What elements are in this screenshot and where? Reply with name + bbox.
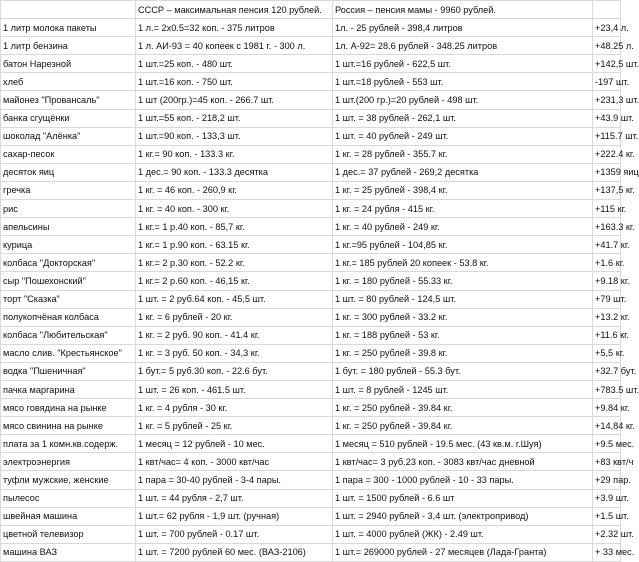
difference-cell[interactable]: +783.5 шт. <box>593 380 621 398</box>
russia-price-cell[interactable]: 1 шт. = 80 рублей - 124,5 шт. <box>333 290 593 308</box>
header-item-cell[interactable] <box>1 1 136 19</box>
difference-cell[interactable]: +1359 яиц <box>593 163 621 181</box>
item-cell[interactable]: водка "Пшеничная" <box>1 362 136 380</box>
table-row <box>1 435 621 453</box>
table-row <box>1 290 621 308</box>
table-row <box>1 417 621 435</box>
table-row <box>1 200 621 218</box>
table-row <box>1 362 621 380</box>
table-row <box>1 308 621 326</box>
item-cell[interactable]: масло слив. "Крестьянское" <box>1 344 136 362</box>
difference-cell[interactable]: -197 шт. <box>593 73 621 91</box>
ussr-price-cell[interactable]: 1 месяц = 12 рублей - 10 мес. <box>136 435 333 453</box>
item-cell[interactable]: пачка маргарина <box>1 380 136 398</box>
russia-price-cell[interactable]: 1 кг. = 250 рублей - 39.8 кг. <box>333 344 593 362</box>
difference-cell[interactable]: +142,5 шт. <box>593 55 621 73</box>
russia-price-cell[interactable]: 1 кг.= 185 рублей 20 копеек - 53.8 кг. <box>333 254 593 272</box>
ussr-price-cell[interactable]: 1 кг.= 2 р.30 коп. - 52.2 кг. <box>136 254 333 272</box>
difference-cell[interactable]: +14,84 кг. <box>593 417 621 435</box>
difference-cell[interactable]: +5,5 кг. <box>593 344 621 362</box>
ussr-price-cell[interactable]: 1 шт. = 44 рубля - 2,7 шт. <box>136 489 333 507</box>
header-row <box>1 1 621 19</box>
ussr-price-cell[interactable]: 1 шт. = 7200 рублей 60 мес. (ВАЗ-2106) <box>136 543 333 561</box>
russia-price-cell[interactable]: 1 шт. = 2940 рублей - 3,4 шт. (электропривод) <box>333 507 593 525</box>
ussr-price-cell[interactable]: 1 дес.= 90 коп. - 133.3 десятка <box>136 163 333 181</box>
difference-cell[interactable]: +115 кг. <box>593 200 621 218</box>
difference-cell[interactable]: +32.7 бут. <box>593 362 621 380</box>
ussr-price-cell[interactable]: 1 кг. = 4 рубля - 30 кг. <box>136 399 333 417</box>
table-row <box>1 73 621 91</box>
item-cell[interactable]: банка сгущёнки <box>1 109 136 127</box>
ussr-price-cell[interactable]: 1 кг.= 1 р.40 коп. - 85,7 кг. <box>136 218 333 236</box>
russia-price-cell[interactable]: 1 кг. = 250 рублей - 39.84 кг. <box>333 417 593 435</box>
item-cell[interactable]: батон Нарезной <box>1 55 136 73</box>
table-row <box>1 37 621 55</box>
item-cell[interactable]: электроэнергия <box>1 453 136 471</box>
table-row <box>1 109 621 127</box>
russia-price-cell[interactable]: 1 кг.=95 рублей - 104,85 кг. <box>333 236 593 254</box>
table-row <box>1 489 621 507</box>
difference-cell[interactable]: +23,4 л. <box>593 19 621 37</box>
item-cell[interactable]: хлеб <box>1 73 136 91</box>
table-row <box>1 453 621 471</box>
russia-price-cell[interactable]: 1 кг. = 300 рублей - 33.2 кг. <box>333 308 593 326</box>
russia-price-cell[interactable]: 1 кг. = 40 рублей - 249 кг. <box>333 218 593 236</box>
difference-cell[interactable]: +83 квт/ч <box>593 453 621 471</box>
table-body <box>1 1 639 562</box>
ussr-price-cell[interactable]: 1 кг. = 2 руб. 90 коп. - 41.4 кг. <box>136 326 333 344</box>
item-cell[interactable]: 1 литр молока пакеты <box>1 19 136 37</box>
header-russia-cell[interactable]: Россия – пенсия мамы - 9960 рублей. <box>333 1 593 19</box>
difference-cell[interactable]: +79 шт. <box>593 290 621 308</box>
table-row <box>1 218 621 236</box>
table-row <box>1 507 621 525</box>
russia-price-cell[interactable]: 1 кг. = 25 рублей - 398,4 кг. <box>333 181 593 199</box>
russia-price-cell[interactable]: 1 шт. = 4000 рублей (ЖК) - 2.49 шт. <box>333 525 593 543</box>
table-row <box>1 19 621 37</box>
table-row <box>1 127 621 145</box>
difference-cell[interactable]: +9.18 кг. <box>593 272 621 290</box>
ussr-price-cell[interactable]: 1 л. АИ-93 = 40 копеек с 1981 г. - 300 л. <box>136 37 333 55</box>
russia-price-cell[interactable]: 1л. - 25 рублей - 398,4 литров <box>333 19 593 37</box>
ussr-price-cell[interactable]: 1 пара = 30-40 рублей - 3-4 пары. <box>136 471 333 489</box>
table-row <box>1 236 621 254</box>
ussr-price-cell[interactable]: 1 шт.= 62 рубля - 1,9 шт. (ручная) <box>136 507 333 525</box>
item-cell[interactable]: полукопчёная колбаса <box>1 308 136 326</box>
difference-cell[interactable]: +231,3 шт. <box>593 91 621 109</box>
russia-price-cell[interactable]: 1 шт.=16 рублей - 622,5 шт. <box>333 55 593 73</box>
header-ussr-cell[interactable]: СССР – максимальная пенсия 120 рублей. <box>136 1 333 19</box>
item-cell[interactable]: швейная машина <box>1 507 136 525</box>
table-row <box>1 254 621 272</box>
russia-price-cell[interactable]: 1 шт. = 8 рублей - 1245 шт. <box>333 380 593 398</box>
russia-price-cell[interactable]: 1 кг. = 28 рублей - 355.7 кг. <box>333 145 593 163</box>
item-cell[interactable]: апельсины <box>1 218 136 236</box>
russia-price-cell[interactable]: 1 шт.=18 рублей - 553 шт. <box>333 73 593 91</box>
item-cell[interactable]: сыр "Пошехонский" <box>1 272 136 290</box>
table-row <box>1 380 621 398</box>
item-cell[interactable]: торт "Сказка" <box>1 290 136 308</box>
difference-cell[interactable]: +43.9 шт. <box>593 109 621 127</box>
difference-cell[interactable]: +3.9 шт. <box>593 489 621 507</box>
ussr-price-cell[interactable]: 1 кг. = 40 коп. - 300 кг. <box>136 200 333 218</box>
russia-price-cell[interactable]: 1 кг. = 188 рублей - 53 кг. <box>333 326 593 344</box>
item-cell[interactable]: мясо говядина на рынке <box>1 399 136 417</box>
ussr-price-cell[interactable]: 1 шт.=16 коп. - 750 шт. <box>136 73 333 91</box>
table-row <box>1 344 621 362</box>
item-cell[interactable]: колбаса "Докторская" <box>1 254 136 272</box>
russia-price-cell[interactable]: 1 шт. = 40 рублей - 249 шт. <box>333 127 593 145</box>
item-cell[interactable]: курица <box>1 236 136 254</box>
difference-cell[interactable]: +222.4 кг. <box>593 145 621 163</box>
table-row <box>1 471 621 489</box>
ussr-price-cell[interactable]: 1 кг.= 2 р.60 коп. - 46,15 кг. <box>136 272 333 290</box>
table-row <box>1 525 621 543</box>
difference-cell[interactable]: +41.7 кг. <box>593 236 621 254</box>
ussr-price-cell[interactable]: 1 л.= 2х0.5=32 коп. - 375 литров <box>136 19 333 37</box>
ussr-price-cell[interactable]: 1 шт (200гр.)=45 коп. - 266.7 шт. <box>136 91 333 109</box>
russia-price-cell[interactable]: 1 шт.= 269000 рублей - 27 месяцев (Лада-Гранта) <box>333 543 593 561</box>
ussr-price-cell[interactable]: 1 кг. = 3 руб. 50 коп. - 34,3 кг. <box>136 344 333 362</box>
ussr-price-cell[interactable]: 1 шт. = 26 коп. - 461.5 шт. <box>136 380 333 398</box>
ussr-price-cell[interactable]: 1 квт/час= 4 коп. - 3000 квт/час <box>136 453 333 471</box>
difference-cell[interactable]: +163.3 кг. <box>593 218 621 236</box>
difference-cell[interactable]: +48.25 л. <box>593 37 621 55</box>
ussr-price-cell[interactable]: 1 кг.= 90 коп. - 133.3 кг. <box>136 145 333 163</box>
item-cell[interactable]: плата за 1 комн.кв.содерж. <box>1 435 136 453</box>
difference-cell[interactable]: +9.5 мес. <box>593 435 621 453</box>
russia-price-cell[interactable]: 1 кг. = 180 рублей - 55.33 кг. <box>333 272 593 290</box>
ussr-price-cell[interactable]: 1 шт. = 700 рублей - 0.17 шт. <box>136 525 333 543</box>
table-row <box>1 399 621 417</box>
ussr-price-cell[interactable]: 1 кг. = 46 коп. - 260,9 кг. <box>136 181 333 199</box>
russia-price-cell[interactable]: 1 дес.= 37 рублей - 269,2 десятка <box>333 163 593 181</box>
item-cell[interactable]: машина ВАЗ <box>1 543 136 561</box>
difference-cell[interactable]: +137,5 кг. <box>593 181 621 199</box>
item-cell[interactable]: шоколад "Алёнка" <box>1 127 136 145</box>
russia-price-cell[interactable]: 1 шт.(200 гр.)=20 рублей - 498 шт. <box>333 91 593 109</box>
item-cell[interactable]: туфли мужские, женские <box>1 471 136 489</box>
ussr-price-cell[interactable]: 1 шт. = 2 руб.64 коп. - 45,5 шт. <box>136 290 333 308</box>
table-row <box>1 163 621 181</box>
russia-price-cell[interactable]: 1 кг. = 250 рублей - 39.84 кг. <box>333 399 593 417</box>
ussr-price-cell[interactable]: 1 шт.=55 коп. - 218,2 шт. <box>136 109 333 127</box>
ussr-price-cell[interactable]: 1 кг. = 6 рублей - 20 кг. <box>136 308 333 326</box>
russia-price-cell[interactable]: 1 бут. = 180 рублей - 55.3 бут. <box>333 362 593 380</box>
difference-cell[interactable]: +1.6 кг. <box>593 254 621 272</box>
difference-cell[interactable]: + 33 мес. <box>593 543 621 561</box>
russia-price-cell[interactable]: 1 квт/час= 3 руб.23 коп. - 3083 квт/час дневной <box>333 453 593 471</box>
difference-cell[interactable]: +115.7 шт. <box>593 127 621 145</box>
difference-cell[interactable]: +29 пар. <box>593 471 621 489</box>
item-cell[interactable]: десяток яиц <box>1 163 136 181</box>
russia-price-cell[interactable]: 1 кг. = 24 рубля - 415 кг. <box>333 200 593 218</box>
russia-price-cell[interactable]: 1 шт. = 38 рублей - 262,1 шт. <box>333 109 593 127</box>
russia-price-cell[interactable]: 1 шт. = 1500 рублей - 6.6 шт <box>333 489 593 507</box>
ussr-price-cell[interactable]: 1 кг.= 1 р.90 коп. - 63.15 кг. <box>136 236 333 254</box>
difference-cell[interactable]: +9.84 кг. <box>593 399 621 417</box>
table-row <box>1 543 621 561</box>
header-diff-cell[interactable] <box>593 1 621 19</box>
ussr-price-cell[interactable]: 1 бут.= 5 руб.30 коп. - 22.6 бут. <box>136 362 333 380</box>
table-row <box>1 145 621 163</box>
ussr-price-cell[interactable]: 1 кг. = 5 рублей - 25 кг. <box>136 417 333 435</box>
table-row <box>1 91 621 109</box>
item-cell[interactable]: майонез "Провансаль" <box>1 91 136 109</box>
russia-price-cell[interactable]: 1 месяц = 510 рублей - 19.5 мес. (43 кв.м. г.Шуя) <box>333 435 593 453</box>
item-cell[interactable]: колбаса "Любительская" <box>1 326 136 344</box>
russia-price-cell[interactable]: 1 пара = 300 - 1000 рублей - 10 - 33 пары. <box>333 471 593 489</box>
item-cell[interactable]: сахар-песок <box>1 145 136 163</box>
russia-price-cell[interactable]: 1л. А-92= 28.6 рублей - 348.25 литров <box>333 37 593 55</box>
item-cell[interactable]: цветной телевизор <box>1 525 136 543</box>
table-row <box>1 55 621 73</box>
item-cell[interactable]: пылесос <box>1 489 136 507</box>
ussr-price-cell[interactable]: 1 шт.=25 коп. - 480 шт. <box>136 55 333 73</box>
difference-cell[interactable]: +2.32 шт. <box>593 525 621 543</box>
table-row <box>1 272 621 290</box>
item-cell[interactable]: гречка <box>1 181 136 199</box>
item-cell[interactable]: мясо свинина на рынке <box>1 417 136 435</box>
difference-cell[interactable]: +1.5 шт. <box>593 507 621 525</box>
difference-cell[interactable]: +11.6 кг. <box>593 326 621 344</box>
difference-cell[interactable]: +13.2 кг. <box>593 308 621 326</box>
table-row <box>1 181 621 199</box>
item-cell[interactable]: 1 литр бензина <box>1 37 136 55</box>
ussr-price-cell[interactable]: 1 шт.=90 коп. - 133,3 шт. <box>136 127 333 145</box>
table-row <box>1 326 621 344</box>
item-cell[interactable]: рис <box>1 200 136 218</box>
